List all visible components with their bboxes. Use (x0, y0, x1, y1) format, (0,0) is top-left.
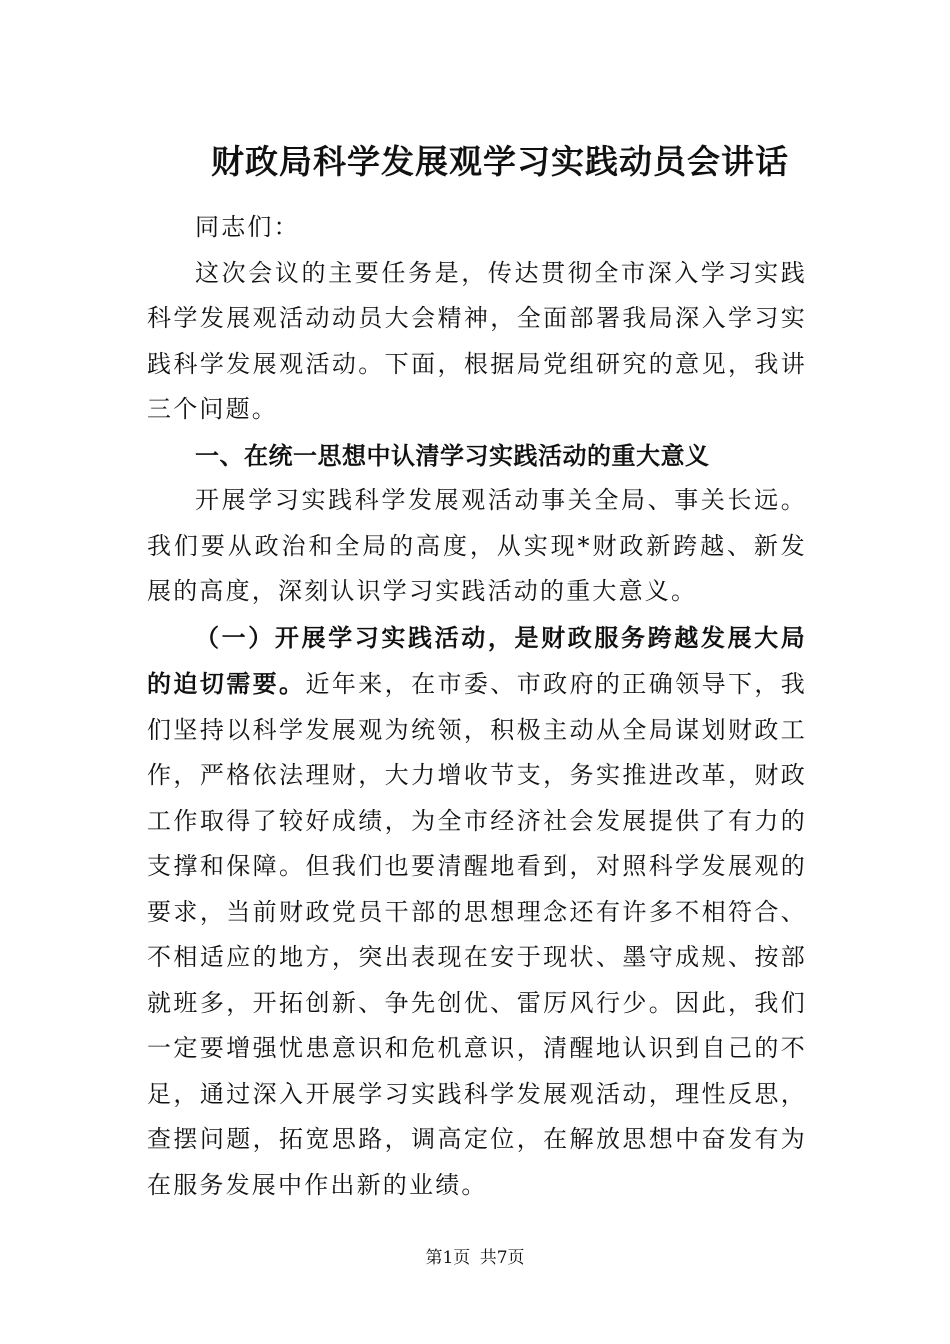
page-total: 共7页 (479, 1248, 525, 1268)
greeting: 同志们： (195, 213, 300, 241)
section-heading: 一、在统一思想中认清学习实践活动的重大意义 (195, 440, 710, 470)
page-footer (0, 1243, 950, 1268)
document-body (147, 205, 807, 1208)
document-title: 财政局科学发展观学习实践动员会讲话 (211, 142, 789, 181)
page-number: 第1页 (425, 1248, 471, 1268)
subsection-body: 近年来，在市委、市政府的正确领导下，我们坚持以科学发展观为统领，积极主动从全局谋划财政工作，严格依法理财，大力增收节支，务实推进改革，财政工作取得了较好成绩，为全市经济社会发展提供了有力的支撑和保障。但我们也要清醒地看到，对照科学发展观的要求，当前财政党员干部的思想理念还有许多不相符合、不相适应的地方，突出表现在安于现状、墨守成规、按部就班多，开拓创新、争先创优、雷厉风行少。因此，我们一定要增强忧患意识和危机意识，清醒地认识到自己的不足，通过深入开展学习实践科学发展观活动，理性反思，查摆问题，拓宽思路，调高定位，在解放思想中奋发有为在服务发展中作出新的业绩。 (147, 670, 807, 1199)
section-paragraph: 开展学习实践科学发展观活动事关全局、事关长远。我们要从政治和全局的高度，从实现*财政新跨越、新发展的高度，深刻认识学习实践活动的重大意义。 (147, 486, 807, 605)
intro-paragraph: 这次会议的主要任务是，传达贯彻全市深入学习实践科学发展观活动动员大会精神，全面部署我局深入学习实践科学发展观活动。下面，根据局党组研究的意见，我讲三个问题。 (147, 258, 807, 423)
subsection-paragraph (147, 615, 807, 1209)
subsection-lead: （一）开展学习实践活动，是财政服务跨越发展大局的迫切需要。 (147, 622, 807, 698)
